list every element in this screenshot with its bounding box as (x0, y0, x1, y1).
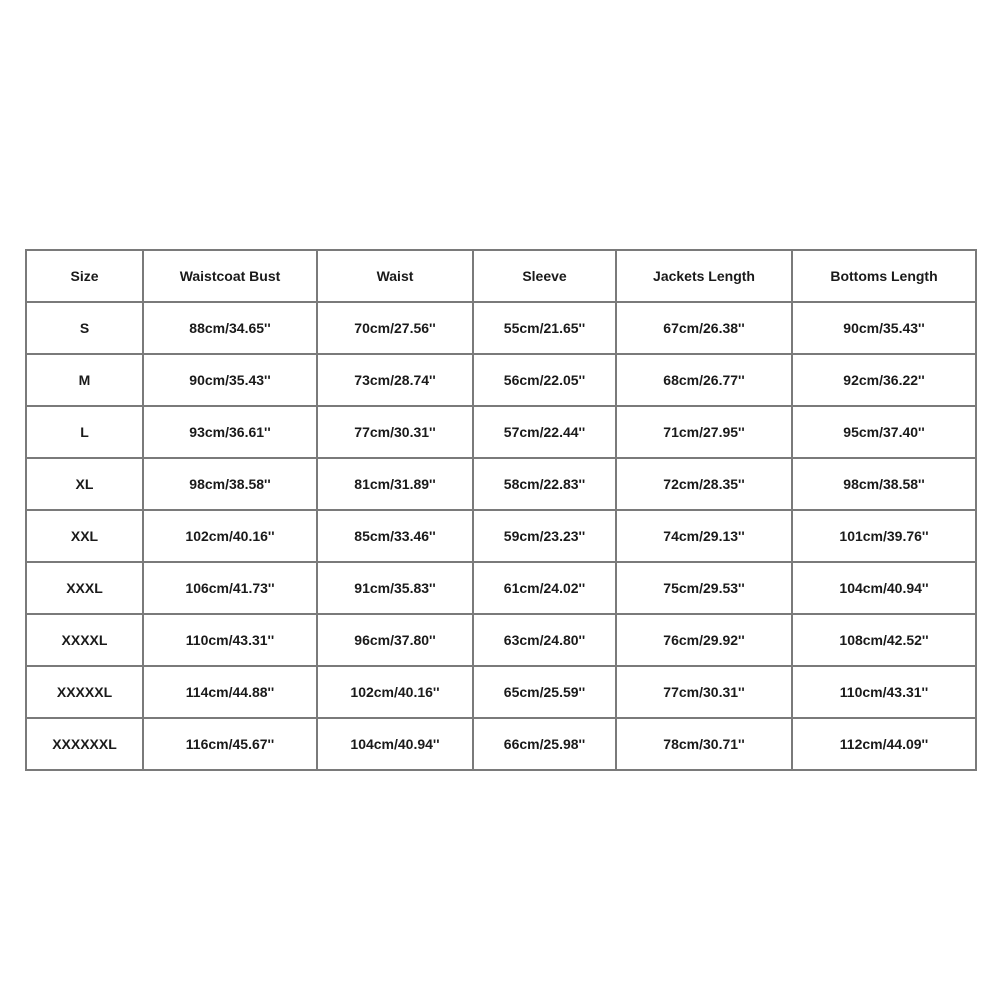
waist-cell: 104cm/40.94'' (317, 718, 473, 770)
table-row (26, 562, 976, 614)
waistcoat-bust-cell: 116cm/45.67'' (143, 718, 317, 770)
size-chart-table (25, 249, 977, 771)
header-size: Size (26, 250, 143, 302)
waist-cell: 77cm/30.31'' (317, 406, 473, 458)
waistcoat-bust-cell: 88cm/34.65'' (143, 302, 317, 354)
sleeve-cell: 66cm/25.98'' (473, 718, 616, 770)
table-row (26, 614, 976, 666)
jackets-length-cell: 76cm/29.92'' (616, 614, 792, 666)
waist-cell: 96cm/37.80'' (317, 614, 473, 666)
header-row (26, 250, 976, 302)
table-row (26, 406, 976, 458)
size-cell: S (26, 302, 143, 354)
bottoms-length-cell: 104cm/40.94'' (792, 562, 976, 614)
bottoms-length-cell: 112cm/44.09'' (792, 718, 976, 770)
waistcoat-bust-cell: 110cm/43.31'' (143, 614, 317, 666)
jackets-length-cell: 75cm/29.53'' (616, 562, 792, 614)
table-body (26, 302, 976, 770)
table-row (26, 458, 976, 510)
header-waist: Waist (317, 250, 473, 302)
bottoms-length-cell: 110cm/43.31'' (792, 666, 976, 718)
size-cell: XXL (26, 510, 143, 562)
bottoms-length-cell: 101cm/39.76'' (792, 510, 976, 562)
header-jackets-length: Jackets Length (616, 250, 792, 302)
waist-cell: 70cm/27.56'' (317, 302, 473, 354)
size-cell: XXXXXL (26, 666, 143, 718)
sleeve-cell: 55cm/21.65'' (473, 302, 616, 354)
sleeve-cell: 57cm/22.44'' (473, 406, 616, 458)
table-row (26, 302, 976, 354)
waistcoat-bust-cell: 98cm/38.58'' (143, 458, 317, 510)
bottoms-length-cell: 98cm/38.58'' (792, 458, 976, 510)
waist-cell: 73cm/28.74'' (317, 354, 473, 406)
table-row (26, 510, 976, 562)
jackets-length-cell: 74cm/29.13'' (616, 510, 792, 562)
size-cell: XXXXL (26, 614, 143, 666)
jackets-length-cell: 68cm/26.77'' (616, 354, 792, 406)
size-cell: L (26, 406, 143, 458)
waistcoat-bust-cell: 90cm/35.43'' (143, 354, 317, 406)
size-cell: XXXL (26, 562, 143, 614)
size-cell: XL (26, 458, 143, 510)
jackets-length-cell: 77cm/30.31'' (616, 666, 792, 718)
bottoms-length-cell: 90cm/35.43'' (792, 302, 976, 354)
waist-cell: 85cm/33.46'' (317, 510, 473, 562)
bottoms-length-cell: 108cm/42.52'' (792, 614, 976, 666)
table-row (26, 718, 976, 770)
sleeve-cell: 61cm/24.02'' (473, 562, 616, 614)
bottoms-length-cell: 95cm/37.40'' (792, 406, 976, 458)
waistcoat-bust-cell: 114cm/44.88'' (143, 666, 317, 718)
waist-cell: 91cm/35.83'' (317, 562, 473, 614)
waist-cell: 102cm/40.16'' (317, 666, 473, 718)
bottoms-length-cell: 92cm/36.22'' (792, 354, 976, 406)
sleeve-cell: 65cm/25.59'' (473, 666, 616, 718)
jackets-length-cell: 72cm/28.35'' (616, 458, 792, 510)
sleeve-cell: 58cm/22.83'' (473, 458, 616, 510)
jackets-length-cell: 71cm/27.95'' (616, 406, 792, 458)
header-sleeve: Sleeve (473, 250, 616, 302)
header-waistcoat-bust: Waistcoat Bust (143, 250, 317, 302)
size-cell: M (26, 354, 143, 406)
jackets-length-cell: 78cm/30.71'' (616, 718, 792, 770)
waistcoat-bust-cell: 93cm/36.61'' (143, 406, 317, 458)
jackets-length-cell: 67cm/26.38'' (616, 302, 792, 354)
waistcoat-bust-cell: 106cm/41.73'' (143, 562, 317, 614)
sleeve-cell: 59cm/23.23'' (473, 510, 616, 562)
waistcoat-bust-cell: 102cm/40.16'' (143, 510, 317, 562)
size-cell: XXXXXXL (26, 718, 143, 770)
sleeve-cell: 63cm/24.80'' (473, 614, 616, 666)
waist-cell: 81cm/31.89'' (317, 458, 473, 510)
table-header (26, 250, 976, 302)
sleeve-cell: 56cm/22.05'' (473, 354, 616, 406)
header-bottoms-length: Bottoms Length (792, 250, 976, 302)
table-row (26, 354, 976, 406)
table-row (26, 666, 976, 718)
